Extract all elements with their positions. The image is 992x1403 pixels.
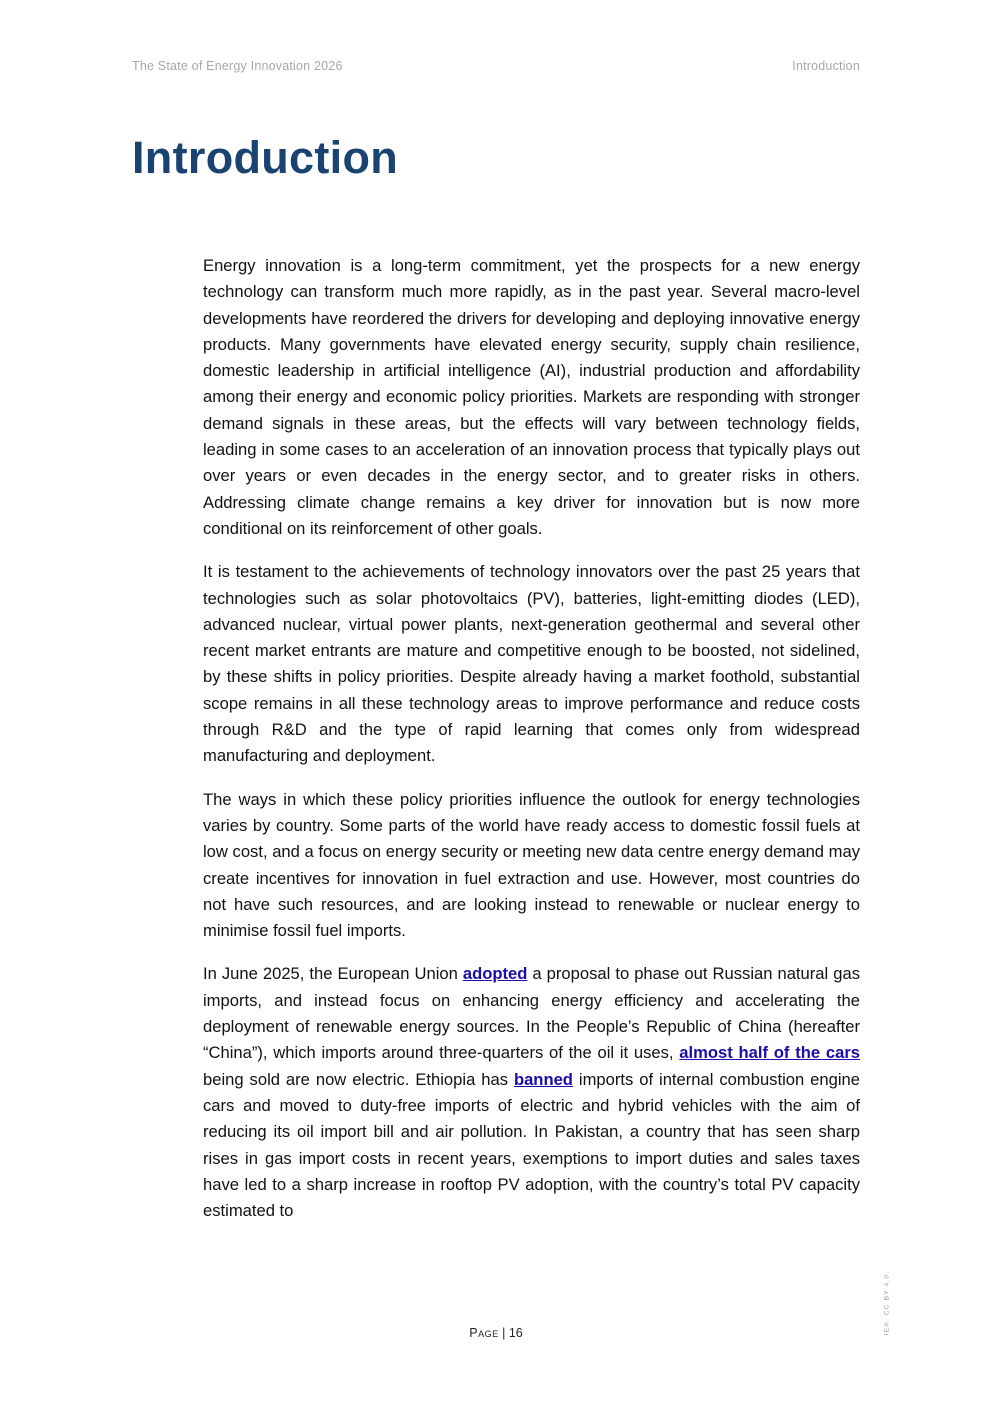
banned-link[interactable]: banned	[513, 1069, 573, 1089]
license-mark: IEA. CC BY 4.0.	[883, 1270, 891, 1336]
paragraph-1: Energy innovation is a long-term commitment, yet the prospects for a new energy technology can transform much more rapidly, as in the past year. Several macro-level developments have reordered the drivers for developing and deploying innovative energy products. Many governments have elevated energy security, supply chain resilience, domestic leadership in artificial intelligence (AI), industrial production and affordability among their energy and economic policy priorities. Markets are responding with stronger demand signals in these areas, but the effects will vary between technology fields, leading in some cases to an acceleration of an innovation process that typically plays out over years or even decades in the energy sector, and to greater risks in others. Addressing climate change remains a key driver for innovation but is now more conditional on its reinforcement of other goals.	[203, 256, 860, 538]
paragraph-2: It is testament to the achievements of technology innovators over the past 25 years that technologies such as solar photovoltaics (PV), batteries, light-emitting diodes (LED), advanced nuclear, virtual power plants, next-generation geothermal and several other recent market entrants are mature and competitive enough to be boosted, not sidelined, by these shifts in policy priorities. Despite already having a market foothold, substantial scope remains in all these technology areas to improve performance and reduce costs through R&D and the type of rapid learning that comes only from widespread manufacturing and deployment.	[203, 562, 860, 766]
page-label: Page	[469, 1326, 499, 1340]
page-footer	[0, 1326, 992, 1340]
page-separator: |	[498, 1326, 509, 1340]
running-header	[132, 59, 860, 75]
paragraph-4-text-4: imports of internal combustion engine cars and moved to duty-free imports of electric and hybrid vehicles with the aim of reducing its oil import bill and air pollution. In Pakistan, a country that has seen sharp rises in gas import costs in recent years, exemptions to import duties and sales taxes have led to a sharp increase in rooftop PV adoption, with the country’s total PV capacity estimated to	[203, 1069, 860, 1221]
page-number: 16	[508, 1326, 523, 1340]
paragraph-3: The ways in which these policy priorities influence the outlook for energy technologies varies by country. Some parts of the world have ready access to domestic fossil fuels at low cost, and a focus on energy security or meeting new data centre energy demand may create incentives for innovation in fuel extraction and use. However, most countries do not have such resources, and are looking instead to renewable or nuclear energy to minimise fossil fuel imports.	[203, 789, 860, 941]
almost-half-of-the-cars-link[interactable]: almost half of the cars	[679, 1043, 861, 1063]
paragraph-4-text-2: a proposal to phase out Russian natural gas imports, and instead focus on enhancing energy efficiency and accelerating the deployment of renewable energy sources. In the People’s Republic of China (hereafter “China”), which imports around three-quarters of the oil it uses,	[203, 964, 860, 1063]
body-text	[203, 253, 860, 1241]
section-name: Introduction	[792, 59, 860, 73]
paragraph-4	[203, 961, 860, 1224]
report-title: The State of Energy Innovation 2026	[132, 59, 343, 73]
paragraph-4-text-3: being sold are now electric. Ethiopia has	[203, 1069, 514, 1089]
paragraph-4-text-1: In June 2025, the European Union	[203, 964, 463, 984]
adopted-link[interactable]: adopted	[462, 964, 528, 984]
page-title: Introduction	[132, 132, 399, 183]
